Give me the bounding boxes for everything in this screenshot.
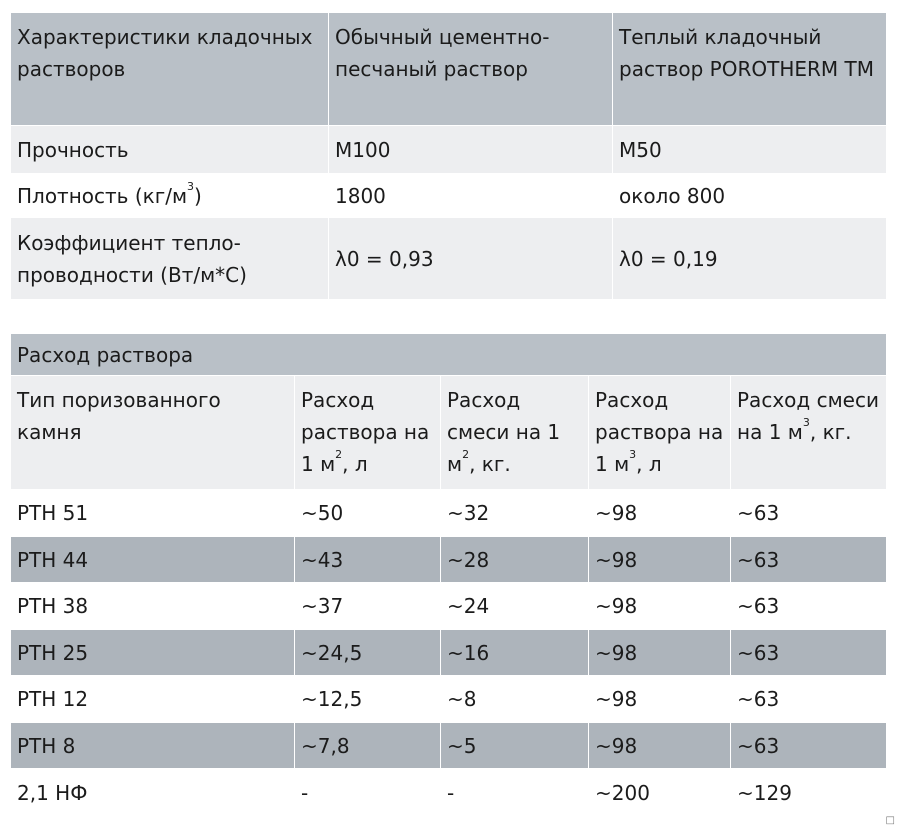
- cell-value: ~16: [441, 630, 589, 676]
- table-row: [11, 218, 887, 300]
- cell-value: ~98: [589, 630, 731, 676]
- cell-value: ~63: [731, 676, 887, 723]
- table-row: [11, 174, 887, 218]
- header-stone-type: Тип поризованного камня: [11, 376, 295, 490]
- cell-value: ~63: [731, 630, 887, 676]
- row-label: Коэффициент тепло-проводности (Вт/м*С): [11, 218, 329, 300]
- header-ordinary-mortar: Обычный цементно-песчаный раствор: [329, 13, 613, 126]
- stone-type: PTH 25: [11, 630, 295, 676]
- row-value: М100: [329, 126, 613, 174]
- row-value: около 800: [613, 174, 887, 218]
- cell-value: ~98: [589, 583, 731, 630]
- table-row: [11, 537, 887, 583]
- cell-value: ~37: [295, 583, 441, 630]
- stone-type: 2,1 НФ: [11, 769, 295, 817]
- cell-value: -: [441, 769, 589, 817]
- table-title: Расход раствора: [11, 334, 887, 376]
- table-row: [11, 490, 887, 537]
- cell-value: ~129: [731, 769, 887, 817]
- cell-value: ~200: [589, 769, 731, 817]
- cell-value: ~98: [589, 676, 731, 723]
- cell-value: ~98: [589, 537, 731, 583]
- header-warm-mortar: Теплый кладочный раствор POROTHERM TM: [613, 13, 887, 126]
- mortar-consumption-table: [10, 333, 887, 817]
- cell-value: ~24,5: [295, 630, 441, 676]
- cell-value: ~63: [731, 537, 887, 583]
- header-mortar-per-m2: Расход раствора на 1 $м^2$, л: [295, 376, 441, 490]
- stone-type: PTH 8: [11, 723, 295, 769]
- row-value: 1800: [329, 174, 613, 218]
- cell-value: -: [295, 769, 441, 817]
- header-mix-per-m2: Расход смеси на 1 $м^2$, кг.: [441, 376, 589, 490]
- table-row: [11, 630, 887, 676]
- table-row: [11, 723, 887, 769]
- table-row: [11, 583, 887, 630]
- stone-type: PTH 12: [11, 676, 295, 723]
- cell-value: ~5: [441, 723, 589, 769]
- stone-type: PTH 38: [11, 583, 295, 630]
- table-row: [11, 126, 887, 174]
- cell-value: ~7,8: [295, 723, 441, 769]
- stone-type: PTH 51: [11, 490, 295, 537]
- row-value: М50: [613, 126, 887, 174]
- cell-value: ~28: [441, 537, 589, 583]
- row-label: Плотность $(кг/м^3)$: [11, 174, 329, 218]
- cell-value: ~63: [731, 583, 887, 630]
- table-row: [11, 676, 887, 723]
- cell-value: ~8: [441, 676, 589, 723]
- header-characteristics: Характеристики кладочных растворов: [11, 13, 329, 126]
- cell-value: ~63: [731, 723, 887, 769]
- cell-value: ~32: [441, 490, 589, 537]
- cell-value: ~24: [441, 583, 589, 630]
- cell-value: ~12,5: [295, 676, 441, 723]
- cell-value: ~98: [589, 723, 731, 769]
- header-mortar-per-m3: Расход раствора на 1 $м^3$, л: [589, 376, 731, 490]
- mortar-properties-table: [10, 12, 887, 300]
- stone-type: PTH 44: [11, 537, 295, 583]
- cell-value: ~50: [295, 490, 441, 537]
- table-header-row: [11, 376, 887, 490]
- row-label: Прочность: [11, 126, 329, 174]
- cell-value: ~43: [295, 537, 441, 583]
- row-value: λ0 = 0,19: [613, 218, 887, 300]
- row-value: λ0 = 0,93: [329, 218, 613, 300]
- corner-mark-icon: □: [885, 815, 895, 826]
- header-mix-per-m3: Расход смеси на 1 $м^3$, кг.: [731, 376, 887, 490]
- table-title-row: [11, 334, 887, 376]
- cell-value: ~98: [589, 490, 731, 537]
- table-header-row: [11, 13, 887, 126]
- table-row: [11, 769, 887, 817]
- cell-value: ~63: [731, 490, 887, 537]
